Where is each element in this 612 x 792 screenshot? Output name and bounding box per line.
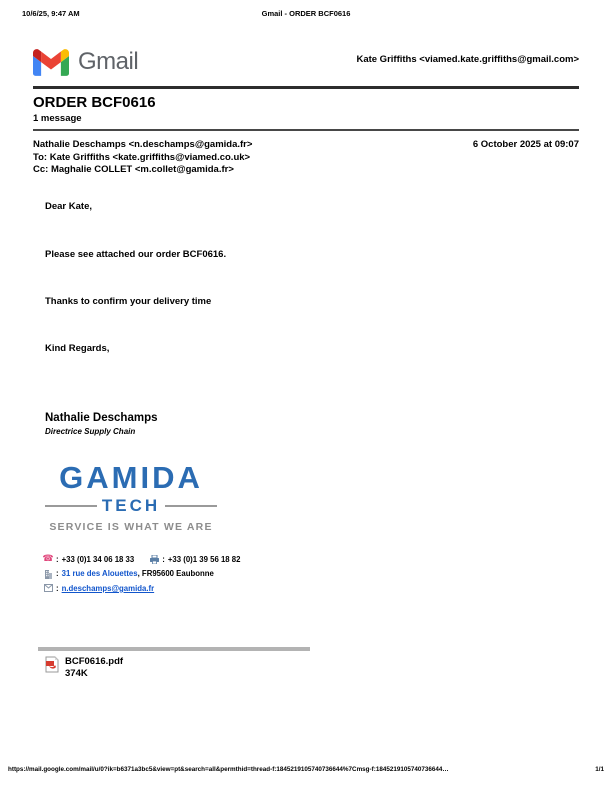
fax-number: +33 (0)1 39 56 18 82	[167, 554, 241, 564]
attachment-divider	[38, 647, 310, 651]
gamida-logo	[45, 461, 217, 533]
fax-sep: :	[162, 554, 165, 564]
gmail-header-row	[33, 44, 579, 80]
signature-name: Nathalie Deschamps	[45, 412, 158, 424]
message-date: 6 October 2025 at 09:07	[472, 139, 579, 150]
fax-icon	[149, 555, 159, 564]
message-meta	[33, 139, 579, 177]
contact-email-line	[43, 581, 240, 596]
gamida-tech-text: TECH	[101, 496, 161, 515]
print-header	[8, 9, 604, 21]
account-identity: Kate Griffiths <viamed.kate.griffiths@gmail.com>	[356, 53, 579, 65]
body-closing: Kind Regards,	[45, 343, 110, 354]
body-line-delivery: Thanks to confirm your delivery time	[45, 296, 212, 307]
to-field: To: Kate Griffiths <kate.griffiths@viamed.co.uk>	[33, 151, 251, 163]
email-icon	[43, 584, 53, 592]
from-field	[33, 139, 252, 152]
gamida-brand-text: GAMIDA	[59, 460, 203, 495]
body-line-order: Please see attached our order BCF0616.	[45, 249, 227, 260]
print-url: https://mail.google.com/mail/u/0?ik=b6371a3bc5&view=pt&search=all&permthid=thread-f:1845219105740736644%7Cmsg-f:1845219105740736644…	[8, 766, 449, 773]
attachment-filename[interactable]: BCF0616.pdf	[65, 656, 124, 667]
print-doc-title: Gmail - ORDER BCF0616	[261, 9, 351, 18]
attachment-text	[65, 656, 123, 680]
gamida-tagline: SERVICE IS WHAT WE ARE	[49, 521, 213, 533]
attachment-item[interactable]	[45, 656, 123, 680]
from-name: Nathalie Deschamps	[33, 139, 126, 150]
from-row	[33, 139, 579, 152]
contact-address-line	[43, 567, 240, 582]
print-footer	[8, 766, 604, 773]
thread-subject: ORDER BCF0616	[33, 94, 156, 111]
cc-field: Cc: Maghalie COLLET <m.collet@gamida.fr>	[33, 164, 234, 176]
from-email: <n.deschamps@gamida.fr>	[125, 139, 253, 150]
address-rest: , FR95600 Eaubonne	[137, 569, 214, 579]
signature-contact	[43, 552, 240, 596]
tech-right-line	[165, 505, 217, 507]
contact-phone-line	[43, 552, 240, 567]
body-greeting: Dear Kate,	[45, 201, 92, 212]
message-count: 1 message	[33, 113, 82, 124]
gmail-m-red	[41, 52, 61, 70]
pdf-icon	[45, 656, 59, 678]
address-sep: :	[56, 569, 59, 579]
gmail-m-icon	[33, 48, 69, 76]
attachment-size: 374K	[65, 668, 88, 679]
phone-sep: :	[56, 554, 59, 564]
email-sep: :	[56, 583, 59, 593]
tech-left-line	[45, 505, 97, 507]
address-text	[62, 569, 214, 578]
gamida-tech-row	[45, 496, 217, 516]
gmail-wordmark: Gmail	[78, 48, 139, 75]
print-datetime: 10/6/25, 9:47 AM	[22, 9, 80, 18]
email-link[interactable]: n.deschamps@gamida.fr	[61, 583, 155, 593]
gmail-logo	[33, 48, 138, 76]
phone-icon: ☎	[42, 553, 54, 564]
location-icon	[43, 569, 53, 579]
print-page-number: 1/1	[595, 766, 604, 773]
header-divider	[33, 86, 579, 89]
address-link[interactable]: 31 rue des Alouettes	[61, 569, 138, 579]
phone-number: +33 (0)1 34 06 18 33	[61, 554, 135, 564]
subject-divider	[33, 129, 579, 131]
signature-role: Directrice Supply Chain	[45, 427, 136, 436]
